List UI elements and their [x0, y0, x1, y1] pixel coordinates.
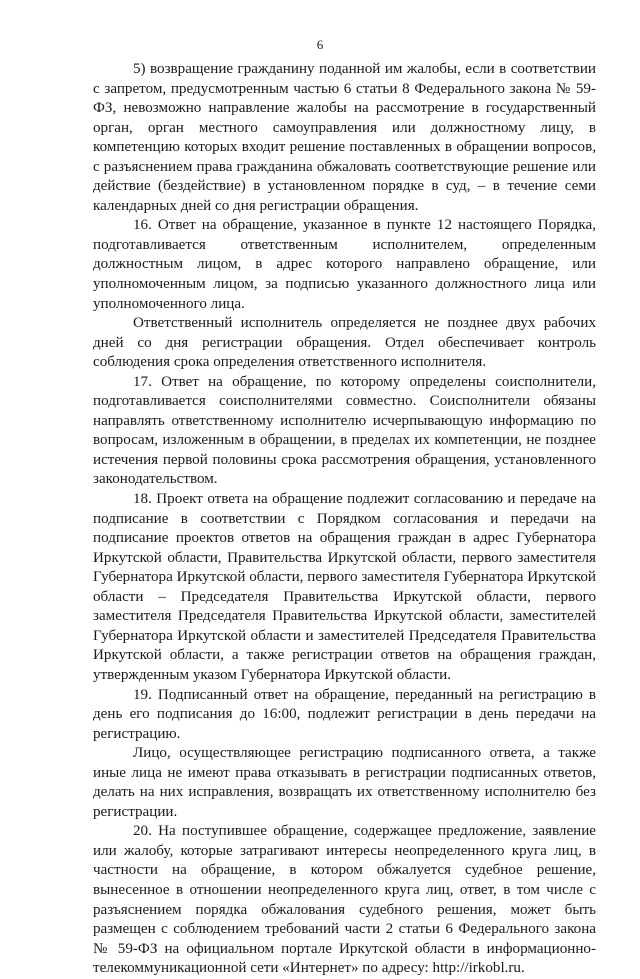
- page-number: 6: [316, 37, 324, 52]
- paragraph-20-public-answer: 20. На поступившее обращение, содержащее предложение, заявление или жалобу, которые затрагивают интересы неопределенного круга лиц, в частности на обращение, в котором обжалуется судебное решение, вынесенное в отношении неопределенного круга лиц, ответ, в том числе с разъяснением порядка обжалования судебного решения, может быть размещен с соблюдением требований части 2 статьи 6 Федерального закона № 59-ФЗ на официальном портале Иркутской области в информационно-телекоммуникационной сети «Интернет» по адресу: http://irkobl.ru.: [93, 823, 596, 977]
- paragraph-19-registration-rights: Лицо, осуществляющее регистрацию подписанного ответа, а также иные лица не имеют права отказывать в регистрации подписанных ответов, делать на них исправления, возвращать их ответственному исполнителю без регистрации.: [93, 745, 596, 820]
- paragraph-18-draft-approval: 18. Проект ответа на обращение подлежит согласованию и передаче на подписание в соответствии с Порядком согласования и передачи на подписание проектов ответов на обращения граждан в адрес Губернатора Иркутской области, Правительства Иркутской области, первого заместителя Губернатора Иркутской области, первого заместителя Губернатора Иркутской области – Председателя Правительства Иркутской области, первого заместителя Председателя Правительства Иркутской области, заместителей Губернатора Иркутской области и заместителей Председателя Правительства Иркутской области, а также регистрации ответов на обращения граждан, утвержденным указом Губернатора Иркутской области.: [93, 491, 596, 683]
- paragraph-17-co-executors: 17. Ответ на обращение, по которому определены соисполнители, подготавливается соисполнителями совместно. Соисполнители обязаны направлять ответственному исполнителю исчерпывающую информацию по вопросам, изложенным в обращении, в пределах их компетенции, не позднее истечения первой половины срока рассмотрения обращения, установленного законодательством.: [93, 373, 596, 488]
- paragraph-item-5-return-complaint: 5) возвращение гражданину поданной им жалобы, если в соответствии с запретом, предусмотренным частью 6 статьи 8 Федерального закона № 59-ФЗ, невозможно направление жалобы на рассмотрение в государственный орган, орган местного самоуправления или должностному лицу, в компетенцию которых входит решение поставленных в обращении вопросов, с разъяснением права гражданина обжаловать соответствующие решение или действие (бездействие) в установленном порядке в суд, – в течение семи календарных дней со дня регистрации обращения.: [93, 61, 596, 214]
- paragraph-16-answer-preparation: 16. Ответ на обращение, указанное в пункте 12 настоящего Порядка, подготавливается ответственным исполнителем, определенным должностным лицом, в адрес которого направлено обращение, или уполномоченным лицом, за подписью указанного должностного лица или уполномоченного лица.: [93, 217, 596, 312]
- paragraph-16-responsible-executor: Ответственный исполнитель определяется не позднее двух рабочих дней со дня регистрации обращения. Отдел обеспечивает контроль соблюдения срока определения ответственного исполнителя.: [93, 315, 596, 371]
- document-body: [93, 60, 596, 979]
- paragraph-19-registration: 19. Подписанный ответ на обращение, переданный на регистрацию в день его подписания до 16:00, подлежит регистрации в день передачи на регистрацию.: [93, 686, 596, 742]
